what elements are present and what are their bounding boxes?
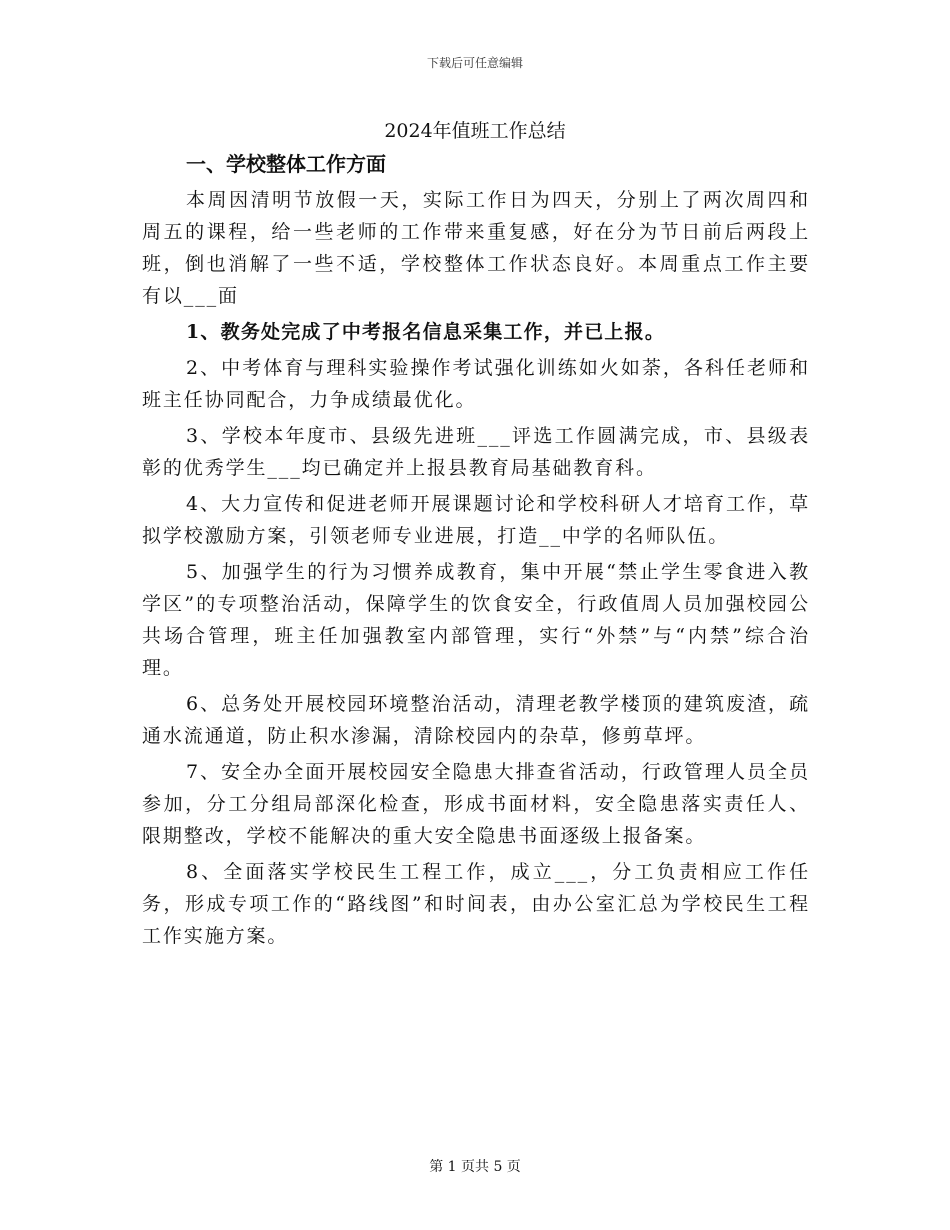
item-paragraph-2: 2、中考体育与理科实验操作考试强化训练如火如荼，各科任老师和班主任协同配合，力争成绩最优化。 <box>142 357 810 411</box>
section-heading: 一、学校整体工作方面 <box>186 152 386 176</box>
page-number: 第 1 页共 5 页 <box>429 1159 521 1175</box>
header-note: 下载后可任意编辑 <box>426 56 523 70</box>
item-paragraph-6: 6、总务处开展校园环境整治活动，清理老教学楼顶的建筑废渣，疏通水流通道，防止积水渗漏，清除校园内的杂草，修剪草坪。 <box>142 693 810 747</box>
document-body <box>142 148 810 956</box>
item-paragraph-5: 5、加强学生的行为习惯养成教育，集中开展“禁止学生零食进入教学区”的专项整治活动，保障学生的饮食安全，行政值周人员加强校园公共场合管理，班主任加强教室内部管理，实行“外禁”与“内禁”综合治理。 <box>142 561 810 679</box>
item-paragraph-4: 4、大力宣传和促进老师开展课题讨论和学校科研人才培育工作，草拟学校激励方案，引领老师专业进展，打造__中学的名师队伍。 <box>142 493 810 547</box>
item-paragraph-3: 3、学校本年度市、县级先进班___评选工作圆满完成，市、县级表彰的优秀学生___均已确定并上报县教育局基础教育科。 <box>142 425 810 479</box>
intro-paragraph: 本周因清明节放假一天，实际工作日为四天，分别上了两次周四和周五的课程，给一些老师的工作带来重复感，好在分为节日前后两段上班，倒也消解了一些不适，学校整体工作状态良好。本周重点工作主要有以___面 <box>142 189 810 307</box>
document-title: 2024年值班工作总结 <box>384 120 566 142</box>
item-paragraph-8: 8、全面落实学校民生工程工作，成立___，分工负责相应工作任务，形成专项工作的“路线图”和时间表，由办公室汇总为学校民生工程工作实施方案。 <box>142 861 810 947</box>
item-paragraph-1: 1、教务处完成了中考报名信息采集工作，并已上报。 <box>186 321 666 343</box>
item-paragraph-7: 7、安全办全面开展校园安全隐患大排查省活动，行政管理人员全员参加，分工分组局部深化检查，形成书面材料，安全隐患落实责任人、限期整改，学校不能解决的重大安全隐患书面逐级上报备案。 <box>142 761 810 847</box>
